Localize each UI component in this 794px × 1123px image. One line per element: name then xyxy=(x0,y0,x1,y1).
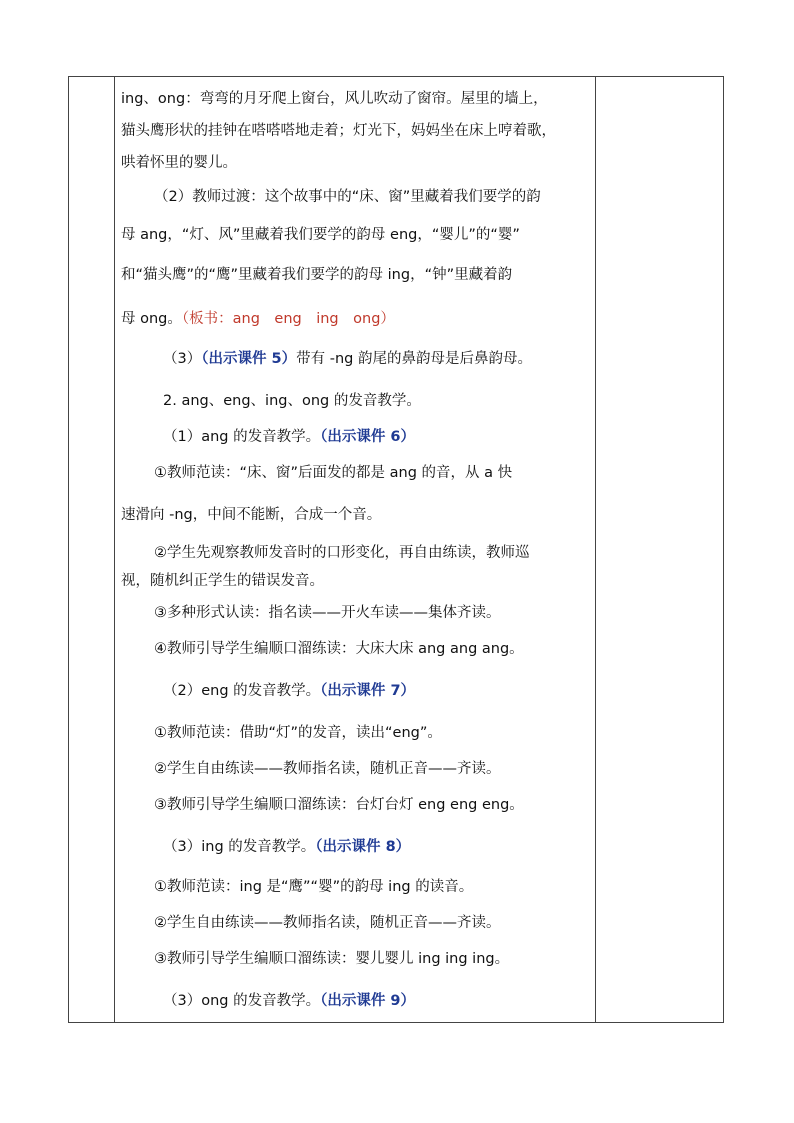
transition-line-4-text: 母 ong。 xyxy=(121,311,182,327)
ang-heading xyxy=(163,427,415,447)
transition-line-3: 和“猫头鹰”的“鹰”里藏着我们要学的韵母 ing，“钟”里藏着韵 xyxy=(121,267,513,283)
story-line-2: 猫头鹰形状的挂钟在嗒嗒嗒地走着；灯光下，妈妈坐在床上哼着歌， xyxy=(121,123,556,139)
ong-heading-text: （3）ong 的发音教学。 xyxy=(163,993,321,1009)
eng-heading-text: （2）eng 的发音教学。 xyxy=(163,683,321,699)
transition-line-4 xyxy=(121,309,395,329)
ang-step-3: ③多种形式认读：指名读——开火车读——集体齐读。 xyxy=(154,605,501,621)
eng-step-2: ②学生自由练读——教师指名读，随机正音——齐读。 xyxy=(154,761,501,777)
transition-line-2: 母 ang，“灯、风”里藏着我们要学的韵母 eng，“婴儿”的“婴” xyxy=(121,227,520,243)
courseware-ref-8: （出示课件 8） xyxy=(315,839,411,855)
ing-step-3: ③教师引导学生编顺口溜练读：婴儿婴儿 ing ing ing。 xyxy=(154,951,510,967)
ang-heading-text: （1）ang 的发音教学。 xyxy=(163,429,321,445)
left-column-divider xyxy=(114,77,115,1022)
story-line-3: 哄着怀里的婴儿。 xyxy=(121,155,237,171)
courseware-ref-5: （出示课件 5） xyxy=(201,351,297,367)
ang-step-2b: 视，随机纠正学生的错误发音。 xyxy=(121,573,324,589)
nasal-note-number: （3） xyxy=(163,351,202,367)
ing-heading-text: （3）ing 的发音教学。 xyxy=(163,839,316,855)
courseware-ref-7: （出示课件 7） xyxy=(320,683,416,699)
eng-step-3: ③教师引导学生编顺口溜练读：台灯台灯 eng eng eng。 xyxy=(154,797,524,813)
eng-step-1: ①教师范读：借助“灯”的发音，读出“eng”。 xyxy=(154,725,442,741)
courseware-ref-6: （出示课件 6） xyxy=(320,429,416,445)
ong-heading xyxy=(163,991,415,1011)
ang-step-4: ④教师引导学生编顺口溜练读：大床大床 ang ang ang。 xyxy=(154,641,524,657)
lesson-table xyxy=(68,76,724,1023)
section-2-heading: 2. ang、eng、ing、ong 的发音教学。 xyxy=(163,393,421,409)
transition-line-1: （2）教师过渡：这个故事中的“床、窗”里藏着我们要学的韵 xyxy=(154,189,541,205)
ing-heading xyxy=(163,837,410,857)
ang-step-1b: 速滑向 -ng，中间不能断，合成一个音。 xyxy=(121,507,382,523)
story-line-1: ing、ong：弯弯的月牙爬上窗台，风儿吹动了窗帘。屋里的墙上， xyxy=(121,91,548,107)
ang-step-1a: ①教师范读：“床、窗”后面发的都是 ang 的音，从 a 快 xyxy=(154,465,513,481)
ing-step-2: ②学生自由练读——教师指名读，随机正音——齐读。 xyxy=(154,915,501,931)
nasal-note-text: 带有 -ng 韵尾的鼻韵母是后鼻韵母。 xyxy=(296,351,532,367)
courseware-ref-9: （出示课件 9） xyxy=(320,993,415,1009)
ing-step-1: ①教师范读：ing 是“鹰”“婴”的韵母 ing 的读音。 xyxy=(154,879,474,895)
right-column-divider xyxy=(595,77,596,1022)
eng-heading xyxy=(163,681,415,701)
ang-step-2a: ②学生先观察教师发音时的口形变化，再自由练读，教师巡 xyxy=(154,545,530,561)
board-writing: （板书：ang eng ing ong） xyxy=(181,311,395,327)
nasal-final-note xyxy=(163,349,532,369)
